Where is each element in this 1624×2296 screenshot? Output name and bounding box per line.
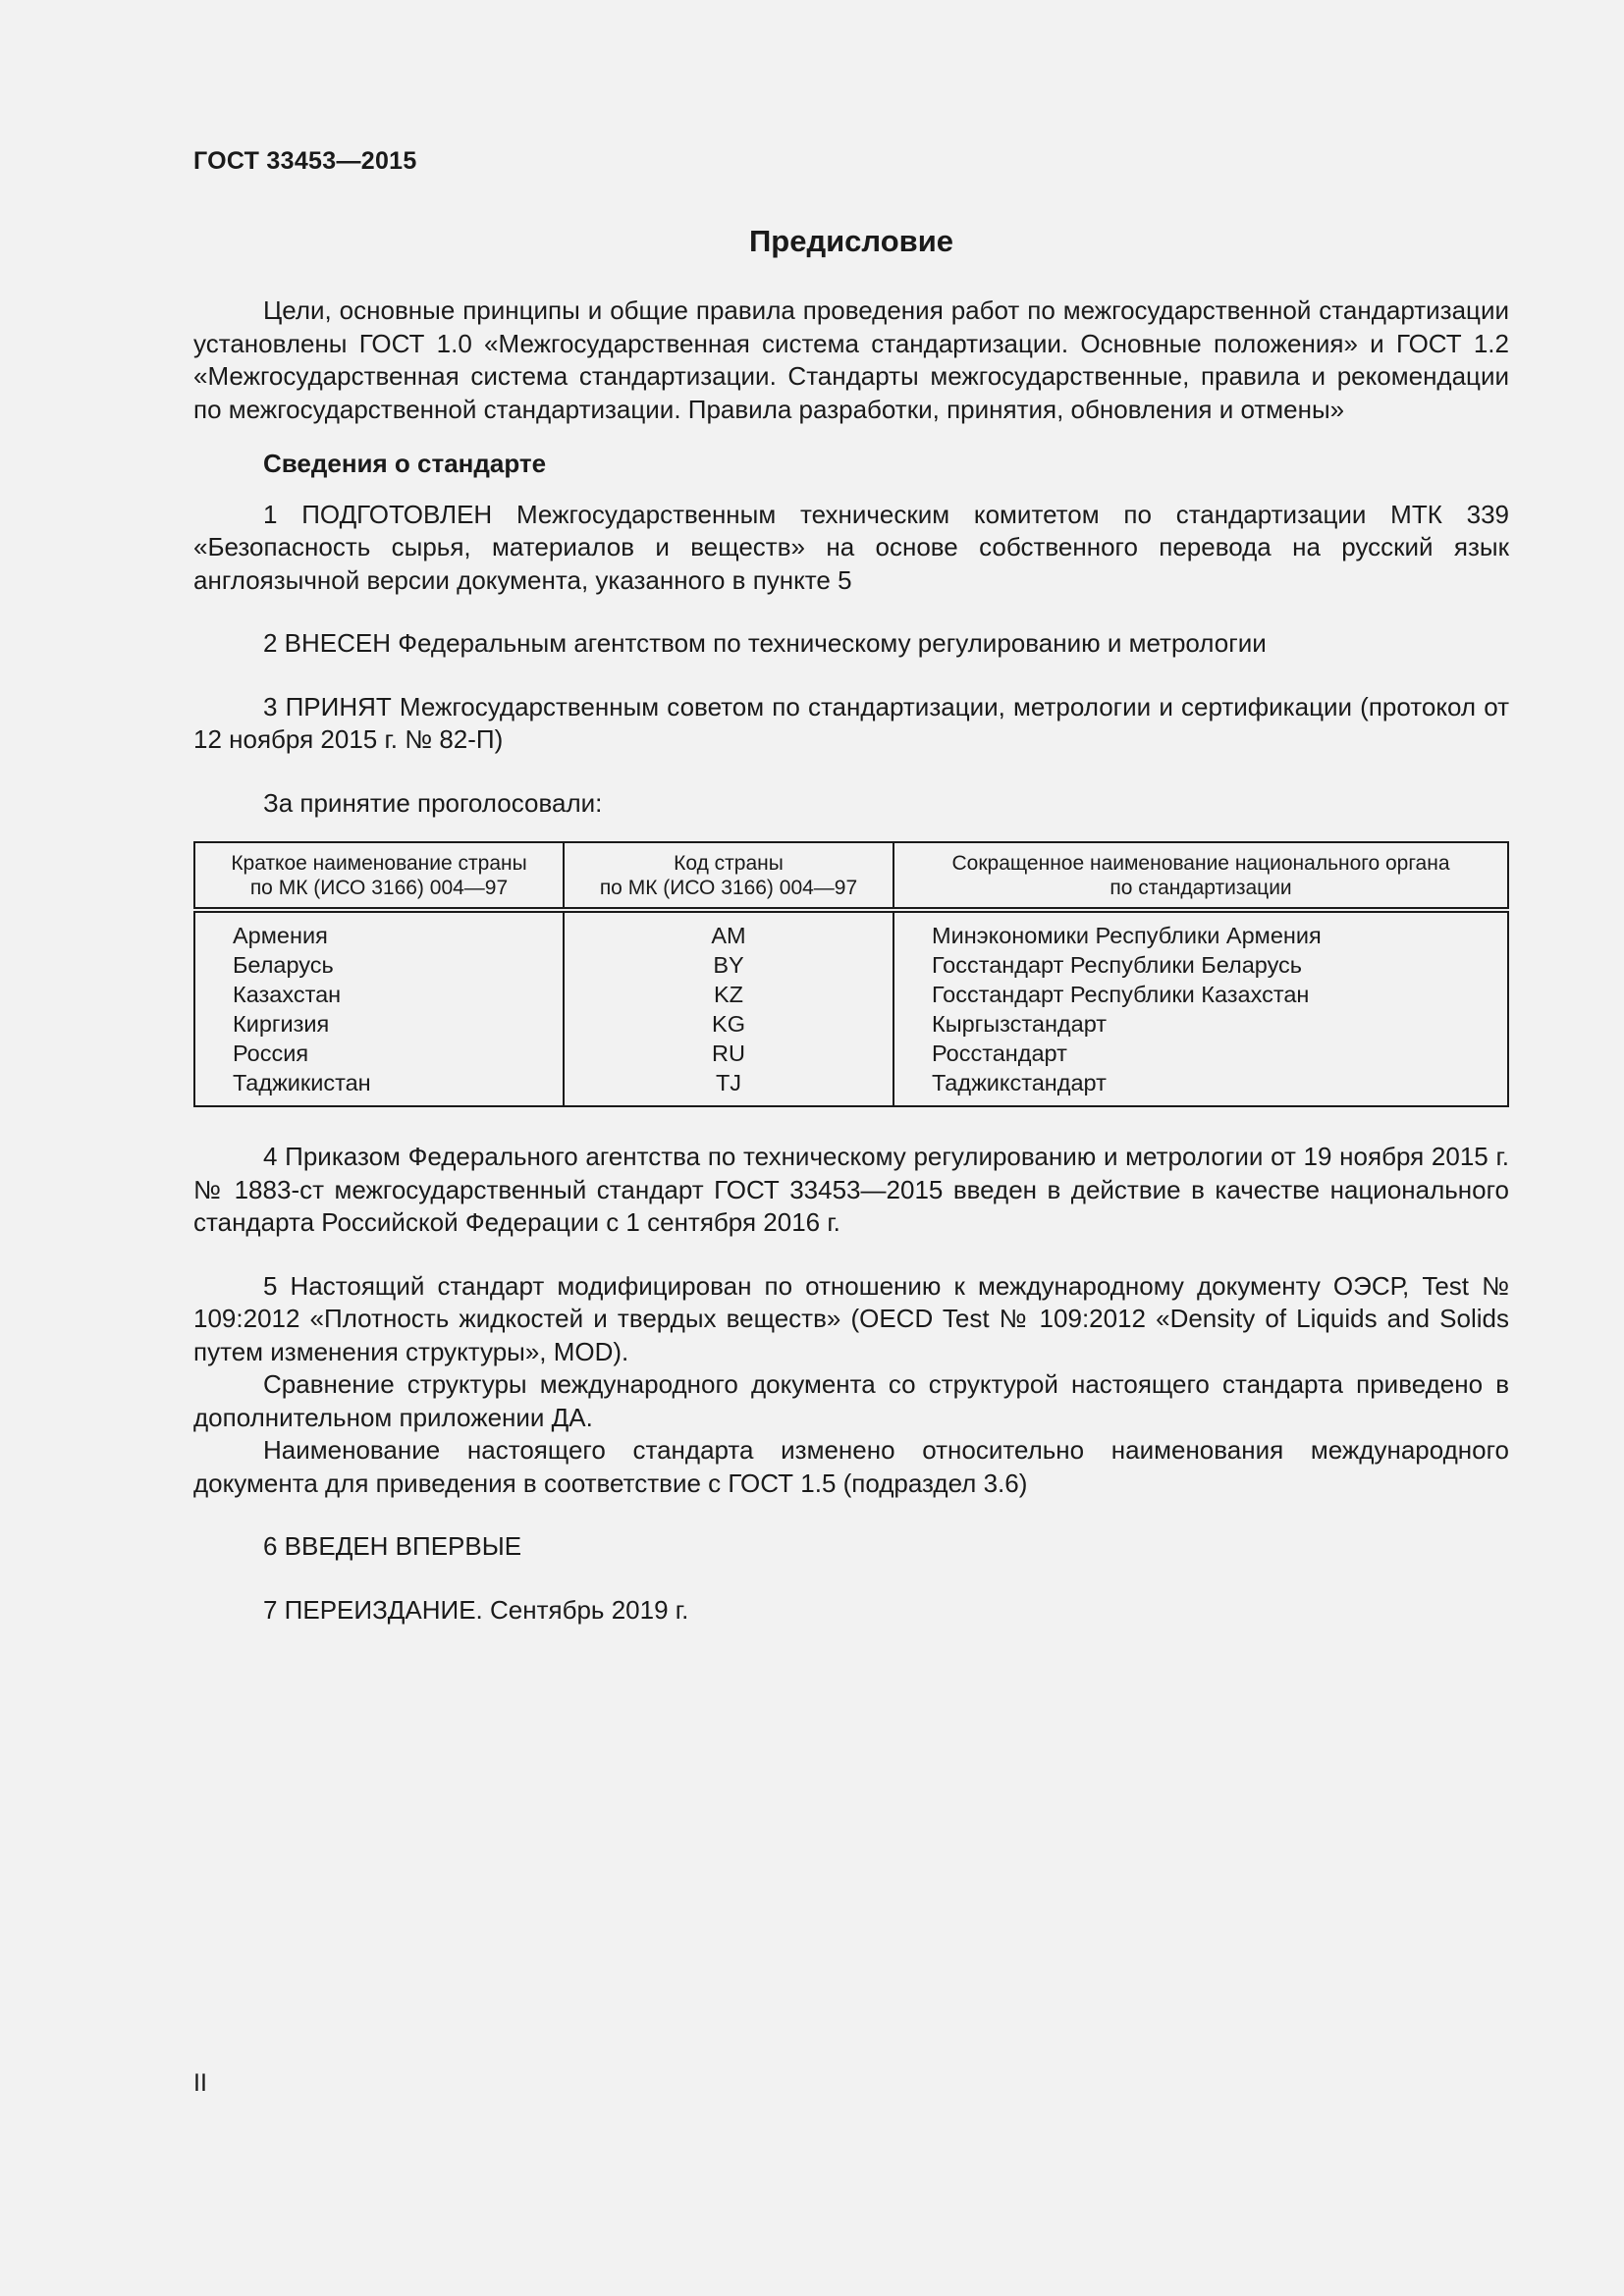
table-cell-code: AM [711, 923, 746, 948]
header-national-body: Сокращенное наименование национального органа по стандартизации [893, 842, 1508, 910]
item-2-submitted: 2 ВНЕСЕН Федеральным агентством по техническому регулированию и метрологии [263, 628, 1267, 658]
table-cell-code: KG [712, 1011, 745, 1037]
table-cell-country: Беларусь [233, 952, 334, 978]
table-cell-body: Росстандарт [932, 1041, 1067, 1066]
header-code: Код страны по МК (ИСО 3166) 004—97 [564, 842, 893, 910]
table-cell-country: Таджикистан [233, 1070, 371, 1095]
item-3-adopted: 3 ПРИНЯТ Межгосударственным советом по стандартизации, метрологии и сертификации (протокол от 12 ноября 2015 г. № 82-П) [193, 691, 1509, 754]
table-cell-body: Госстандарт Республики Казахстан [932, 982, 1310, 1007]
table-cell-code: KZ [713, 982, 744, 1007]
page-title: Предисловие [748, 224, 953, 258]
item-4-order: 4 Приказом Федерального агентства по техническому регулированию и метрологии от 19 ноября 2015 г. № 1883-ст межгосударственный стандарт ГОСТ 33453—2015 введен в действие в качестве национального стандарта Российской Федерации с 1 сентября 2016 г. [193, 1142, 1509, 1237]
code-column [564, 910, 893, 1106]
intro-paragraph: Цели, основные принципы и общие правила проведения работ по межгосударственной стандартизации установлены ГОСТ 1.0 «Межгосударственная система стандартизации. Основные положения» и ГОСТ 1.2 «Межгосударственная система стандартизации. Стандарты межгосударственные, правила и рекомендации по межгосударственной стандартизации. Правила разработки, принятия, обновления и отмены» [193, 295, 1509, 424]
table-cell-country: Россия [233, 1041, 309, 1066]
preface-content [193, 294, 1509, 1627]
item-5-modified: 5 Настоящий стандарт модифицирован по отношению к международному документу ОЭСР, Test № 109:2012 «Плотность жидкостей и твердых веществ» (OECD Test № 109:2012 «Density of Liquids and Solids путем изменения структуры», MOD). [193, 1270, 1509, 1366]
item-5-comparison: Сравнение структуры международного документа со структурой настоящего стандарта приведено в дополнительном приложении ДА. [193, 1369, 1509, 1432]
item-6-introduced: 6 ВВЕДЕН ВПЕРВЫЕ [263, 1531, 522, 1561]
section-heading: Сведения о стандарте [263, 449, 547, 478]
table-cell-code: BY [713, 952, 744, 978]
table-cell-body: Минэкономики Республики Армения [932, 923, 1322, 948]
table-cell-body: Таджикстандарт [932, 1070, 1107, 1095]
header-country: Краткое наименование страны по МК (ИСО 3166) 004—97 [194, 842, 564, 910]
table-cell-country: Киргизия [233, 1011, 330, 1037]
table-cell-country: Казахстан [233, 982, 342, 1007]
national-body-column [893, 910, 1508, 1106]
vote-intro: За принятие проголосовали: [263, 787, 603, 818]
item-1-prepared: 1 ПОДГОТОВЛЕН Межгосударственным техническим комитетом по стандартизации МТК 339 «Безопасность сырья, материалов и веществ» на основе собственного перевода на русский язык англоязычной версии документа, указанного в пункте 5 [193, 499, 1509, 595]
item-7-reissue: 7 ПЕРЕИЗДАНИЕ. Сентябрь 2019 г. [263, 1594, 689, 1625]
voting-table [193, 841, 1509, 1107]
table-header-row [194, 842, 1508, 910]
table-cell-body: Кыргызстандарт [932, 1011, 1108, 1037]
table-cell-country: Армения [233, 923, 328, 948]
table-cell-code: TJ [715, 1070, 742, 1095]
page-number: II [193, 2069, 207, 2097]
country-column [194, 910, 564, 1106]
item-5-name-change: Наименование настоящего стандарта изменено относительно наименования международного документа для приведения в соответствие с ГОСТ 1.5 (подраздел 3.6) [193, 1435, 1509, 1498]
table-body-row [194, 910, 1508, 1106]
table-cell-body: Госстандарт Республики Беларусь [932, 952, 1303, 978]
document-code: ГОСТ 33453—2015 [193, 147, 417, 175]
table-cell-code: RU [712, 1041, 745, 1066]
